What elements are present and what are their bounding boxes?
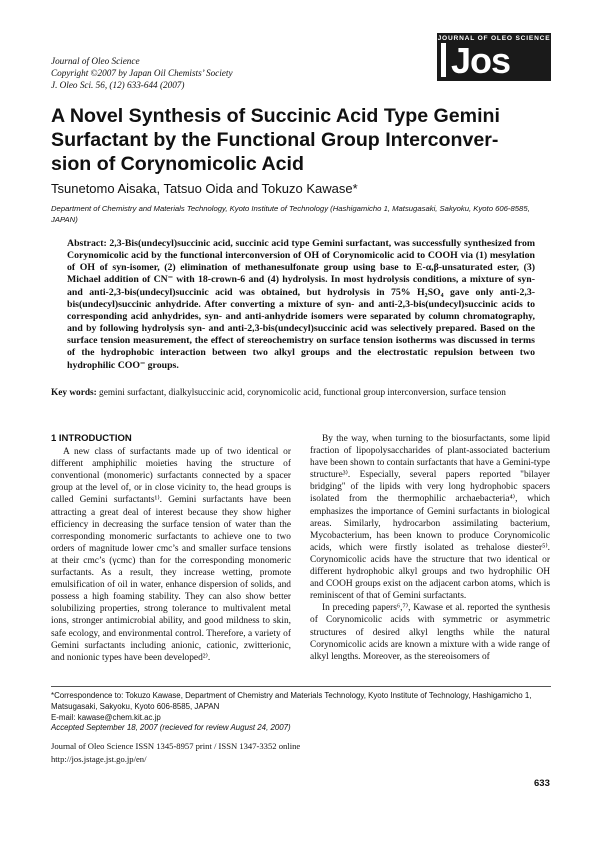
logo-bar xyxy=(441,43,446,77)
keywords xyxy=(51,388,551,398)
journal-logo xyxy=(437,33,551,81)
page-number: 633 xyxy=(534,778,550,789)
correspondence-note: *Correspondence to: Tokuzo Kawase, Department of Chemistry and Materials Technology, Kyoto Institute of Technology, Hashigamicho 1, Matsugasaki, Sakyoku, Kyoto 606-8585, JAPAN xyxy=(51,691,532,711)
column-left xyxy=(51,433,291,664)
issn-info xyxy=(51,740,300,766)
keywords-label: Key words: xyxy=(51,388,97,398)
authors: Tsunetomo Aisaka, Tatsuo Oida and Tokuzo Kawase* xyxy=(51,181,358,196)
accepted-line: Accepted September 18, 2007 (recieved for review August 24, 2007) xyxy=(51,723,291,733)
abstract: Abstract: 2,3-Bis(undecyl)succinic acid, succinic acid type Gemini surfactant, was successfully synthesized from Corynomicolic acid by the functional interconversion of OH of Corynomicolic acid to COOH via (1) mesylation of OH of syn-isomer, (2) elimination of methanesulfonate group using base to E-α,β-unsaturated ester, (3) Michael addition of CN⁻ with 18-crown-6 and (4) hydrolysis. In most hydrolysis conditions, a mixture of syn- and anti-2,3-bis(undecyl)succinic acid was obtained, but hydrolysis in 75% H₂SO₄ gave only anti-2,3-bis(undecyl)succinic anhydride. After converting a mixture of syn- and anti-2,3-bis(undecyl)succinic acids to corresponding acid anhydrides, syn- and anti-anhydride isomers were separated by column chromatography, and by following hydrolysis syn- and anti-2,3-bis(undecyl)succinic acid was selectively prepared. Based on the surface tension measurement, the effect of stereochemistry on surface tension isotherms was discussed in terms of the hydrophobic interaction between two alkyl groups and the electrostatic repulsion between two hydrophilic COO⁻ groups. xyxy=(67,238,535,371)
affiliation: Department of Chemistry and Materials Technology, Kyoto Institute of Technology (Hashigamicho 1, Matsugasaki, Sakyoku, Kyoto 606-8585, JAPAN) xyxy=(51,204,530,224)
footnote-divider xyxy=(51,686,551,687)
email-line: E-mail: kawase@chem.kit.ac.jp xyxy=(51,712,161,722)
title-line: Surfactant by the Functional Group Interconver- xyxy=(51,129,499,151)
copyright-line: Copyright ©2007 by Japan Oil Chemists’ Society xyxy=(51,68,233,78)
logo-big-text: Jos xyxy=(451,40,511,81)
journal-info xyxy=(51,55,233,91)
citation-line: J. Oleo Sci. 56, (12) 633-644 (2007) xyxy=(51,80,185,90)
logo-top-text: JOURNAL OF OLEO SCIENCE xyxy=(437,35,551,42)
column-right xyxy=(310,433,550,663)
section-heading: 1 INTRODUCTION xyxy=(51,433,132,444)
intro-paragraph: By the way, when turning to the biosurfactants, some lipid fraction of lipopolysaccharides of plant-associated bacterium have been shown to contain surfactants that have a Gemini-type structure³⁾. Especially, several papers reported "bilayer bridging" of the lipids with very long hydrophobic spacers isolated from the thermophilic archaebacteria⁴⁾, which emphasizes the importance of Gemini surfactants in biological areas. Similarly, hydrocarbon assimilating bacterium, Mycobacterium, has been known to produce Corynomicolic acids, which were firstly isolated as trehalose diester⁵⁾. Corynomicolic acids have the structure that two identical or different hydrophobic alkyl groups and two hydrophilic OH and COOH groups exist on the adjacent carbon atoms, which is reminiscent of that of Gemini surfactants. xyxy=(310,434,550,602)
title-line: sion of Corynomicolic Acid xyxy=(51,153,304,175)
journal-name: Journal of Oleo Science xyxy=(51,56,140,66)
title-line: A Novel Synthesis of Succinic Acid Type Gemini xyxy=(51,105,500,127)
footnote xyxy=(51,691,551,734)
intro-paragraph: A new class of surfactants made up of two identical or different amphiphilic moieties having the structure of conventional (monomeric) surfactants connected by a spacer group at the level of, or in close vicinity to, the head groups is called Gemini surfactants¹⁾. Gemini surfactants have been attracting a great deal of interest because they show higher efficiency in decreasing the surface tension of water than the corresponding monomeric surfactants to achieve one to two orders of magnitude lower cmc’s and smaller surface tensions at their cmc’s (γcmc) than for the corresponding monomeric surfactants. As a result, they increase wetting, promote emulsification of oil in water, enhance dispersion of solids, and possess a high foaming stability. They can also show better solubilizing properties, strong tolerance to multivalent metal ions, stronger antimicrobial ability, and good mildness to skin, safe ecology, and environmental control. Therefore, a variety of Gemini surfactants including anionic, cationic, zwitterionic, and nonionic types have been developed²⁾. xyxy=(51,447,291,663)
keywords-text: gemini surfactant, dialkylsuccinic acid, corynomicolic acid, functional group interconversion, surface tension xyxy=(99,388,506,398)
intro-paragraph: In preceding papers⁶,⁷⁾, Kawase et al. reported the synthesis of Corynomicolic acids with symmetric or asymmetric structures of desired alkyl lengths while the natural Corynomicolic acids are known a mixture with a wide range of alkyl lengths. Moreover, as the stereoisomers of xyxy=(310,603,550,662)
article-title xyxy=(51,104,551,176)
journal-url[interactable]: http://jos.jstage.jst.go.jp/en/ xyxy=(51,754,147,764)
issn-line: Journal of Oleo Science ISSN 1345-8957 print / ISSN 1347-3352 online xyxy=(51,741,301,751)
